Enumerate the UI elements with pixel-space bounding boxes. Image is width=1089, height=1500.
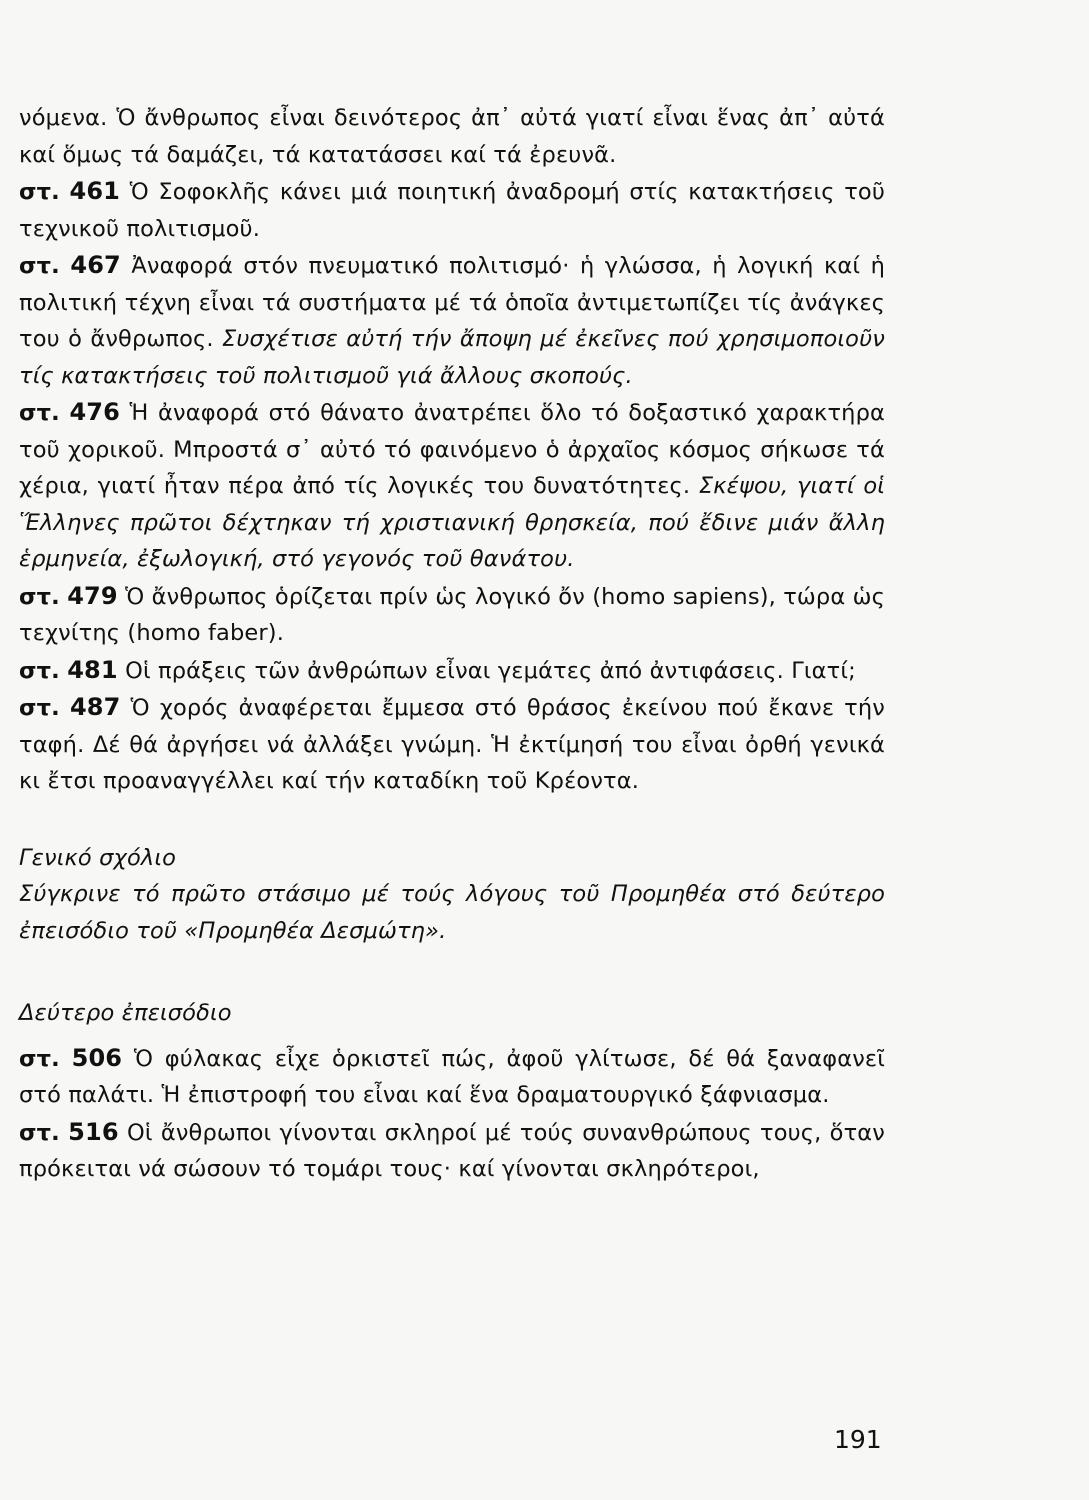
- verse-number: 506: [71, 1043, 123, 1072]
- page-number: 191: [834, 1425, 882, 1454]
- verse-label: στ.: [19, 657, 60, 684]
- paragraph-text: Ὁ Σοφοκλῆς κάνει μιά ποιητική ἀναδρομή στίς κατακτήσεις τοῦ τεχνικοῦ πολιτισμοῦ.: [19, 179, 885, 242]
- page-body: [19, 100, 885, 1188]
- verse-label: στ.: [19, 400, 60, 426]
- paragraph-text: Οἱ πράξεις τῶν ἀνθρώπων εἶναι γεμάτες ἀπό ἀντιφάσεις. Γιατί;: [125, 657, 856, 684]
- paragraph-487: [19, 689, 885, 800]
- paragraph-text: Ὁ ἄνθρωπος ὁρίζεται πρίν ὡς λογικό ὄν (homo sapiens), τώρα ὡς τεχνίτης (homo faber).: [19, 583, 885, 646]
- paragraph-text: Ὁ χορός ἀναφέρεται ἔμμεσα στό θράσος ἐκείνου πού ἔκανε τήν ταφή. Δέ θά ἀργήσει νά ἀλλάξει γνώμη. Ἡ ἐκτίμησή του εἶναι ὀρθή γενικά κι ἔτσι προαναγγέλλει καί τήν καταδίκη τοῦ Κρέοντα.: [19, 695, 885, 794]
- paragraph-continuation: [19, 100, 885, 173]
- verse-number: 481: [67, 655, 118, 684]
- verse-number: 476: [69, 398, 120, 426]
- verse-label: στ.: [19, 1045, 60, 1072]
- paragraph-461: [19, 173, 885, 247]
- paragraph-467: [19, 247, 885, 394]
- paragraph-text: Ἡ ἀναφορά στό θάνατο ἀνατρέπει ὅλο τό δοξαστικό χαρακτήρα τοῦ χορικοῦ. Μπροστά σ᾽ αὐτό τό φαινόμενο ὁ ἀρχαῖος κόσμος σήκωσε τά χέρια, γιατί ἦταν πέρα ἀπό τίς λογικές του δυνατότητες.: [19, 400, 885, 499]
- paragraph-476: [19, 394, 885, 578]
- paragraph-479: [19, 578, 885, 652]
- paragraph-question: Συσχέτισε αὐτή τήν ἄποψη μέ ἐκεῖνες πού χρησιμοποιοῦν τίς κατακτήσεις τοῦ πολιτισμοῦ γιά ἄλλους σκοπούς.: [19, 326, 885, 389]
- verse-number: 461: [69, 177, 121, 205]
- verse-number: 467: [70, 251, 121, 279]
- verse-number: 479: [67, 581, 118, 610]
- verse-number: 516: [68, 1117, 119, 1146]
- verse-label: στ.: [19, 179, 60, 205]
- paragraph-text: Οἱ ἄνθρωποι γίνονται σκληροί μέ τούς συνανθρώπους τους, ὅταν πρόκειται νά σώσουν τό τομάρι τους· καί γίνονται σκληρότεροι,: [19, 1119, 885, 1182]
- paragraph-506: [19, 1040, 885, 1114]
- verse-label: στ.: [19, 695, 60, 721]
- paragraph-text: νόμενα. Ὁ ἄνθρωπος εἶναι δεινότερος ἀπ᾽ αὐτά γιατί εἶναι ἕνας ἀπ᾽ αὐτά καί ὅμως τά δαμάζει, τά κατατάσσει καί τά ἐρευνᾶ.: [19, 105, 885, 168]
- verse-label: στ.: [19, 253, 60, 279]
- verse-label: στ.: [19, 583, 60, 610]
- paragraph-516: [19, 1114, 885, 1188]
- section-heading-second-episode: Δεύτερο ἐπεισόδιο: [19, 1000, 232, 1026]
- paragraph-481: [19, 652, 885, 690]
- general-comment-text: Σύγκρινε τό πρῶτο στάσιμο μέ τούς λόγους τοῦ Προμηθέα στό δεύτερο ἐπεισόδιο τοῦ «Προμηθέα Δεσμώτη».: [19, 881, 885, 944]
- section-heading-general-comment: Γενικό σχόλιο: [19, 844, 177, 871]
- verse-label: στ.: [19, 1119, 60, 1146]
- verse-number: 487: [69, 693, 121, 721]
- paragraph-text: Ὁ φύλακας εἶχε ὁρκιστεῖ πώς, ἀφοῦ γλίτωσε, δέ θά ξαναφανεῖ στό παλάτι. Ἡ ἐπιστροφή του εἶναι καί ἕνα δραματουργικό ξάφνιασμα.: [19, 1045, 885, 1108]
- paragraph-text: Ἀναφορά στόν πνευματικό πολιτισμό· ἡ γλώσσα, ἡ λογική καί ἡ πολιτική τέχνη εἶναι τά συστήματα μέ τά ὁποῖα ἀντιμετωπίζει τίς ἀνάγκες του ὁ ἄνθρωπος.: [19, 253, 886, 352]
- paragraph-question: Σκέψου, γιατί οἱ Ἕλληνες πρῶτοι δέχτηκαν τή χριστιανική θρησκεία, πού ἔδινε μιάν ἄλλη ἑρμηνεία, ἐξωλογική, στό γεγονός τοῦ θανάτου.: [19, 473, 885, 572]
